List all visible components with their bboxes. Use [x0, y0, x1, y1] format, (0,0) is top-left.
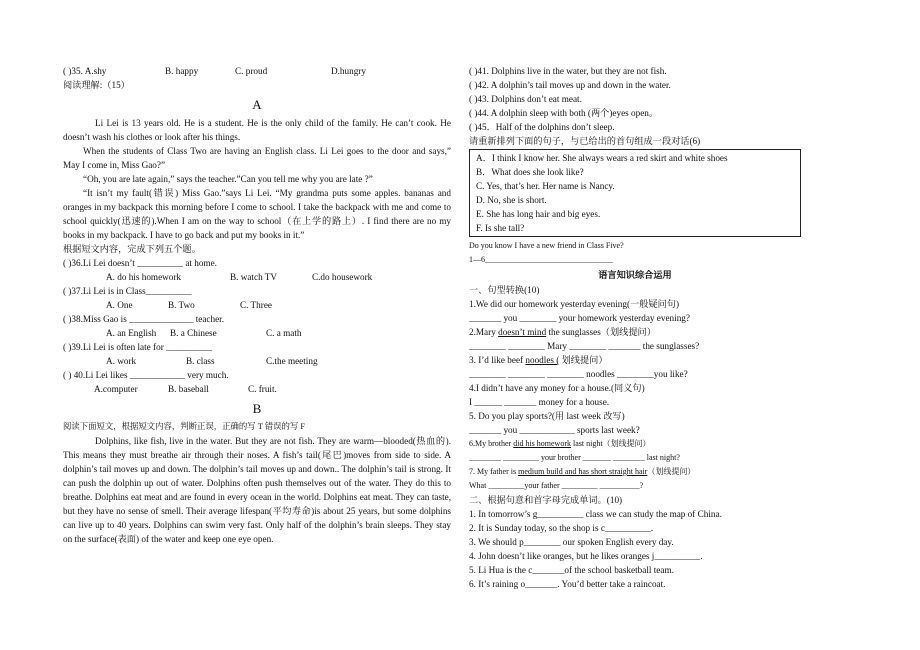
question-35 — [63, 64, 451, 78]
p1-q7-end: （划线提问） — [647, 467, 696, 476]
instruction-a: 根据短文内容，完成下列五个题。 — [63, 244, 201, 254]
passage-a-p1: Li Lei is 13 years old. He is a student. He is the only child of the family. He can’t cook. He doesn’t wash his clothes or look after his things. — [63, 118, 451, 142]
question-37 — [63, 284, 451, 312]
passage-b: Dolphins, like fish, live in the water. But they are not fish. They are warm—blooded(热血的). This means they must breathe air through their noses. A fish’s tail(尾巴)moves from side to side. A dolphin’s tail moves up and down. The dolphin’s tail moves up and down.. The dolphin’s tail is strong. It can push the dolphin up out of water. Dolphins often push themselves out of the water. They do this to breathe. Dolphins eat meat and are found in every ocean in the world. Dolphins eat meat. They can taste, but they have no sense of smell. Their average lifespan(平均寿命)is about 25 years, but some dolphins can live up to 40 years. Dolphins can swim very fast. Only half of the dolphin’s brain sleeps. They stay on the surface(表面) of the water and keep one eye open. — [63, 436, 451, 544]
p1-q6-start: 6.My brother — [469, 439, 514, 448]
p1-q3 — [469, 353, 801, 367]
dialog-options-box — [469, 149, 801, 237]
part2-heading: 二、根据句意和首字母完成单词。(10) — [469, 495, 623, 505]
q39-option-a: A. work — [106, 356, 137, 366]
left-column — [63, 64, 451, 546]
p2-q1: 1. In tomorrow’s g__________ class we can study the map of China. — [469, 509, 722, 519]
dialog-order-blank: 1—6________________________________ — [469, 255, 613, 264]
p1-q2 — [469, 325, 801, 339]
reading-header: 阅读理解:（15） — [63, 80, 130, 90]
q37-option-c: C. Three — [240, 300, 272, 310]
q35-option-d: D.hungry — [331, 66, 366, 76]
q38-option-a: A. an English — [106, 328, 157, 338]
p1-q4: 4.I didn’t have any money for a house.(同义句) — [469, 383, 645, 393]
tf-question-43: ( )43. Dolphins don’t eat meat. — [469, 94, 582, 104]
q36-option-a: A. do his homework — [106, 272, 182, 282]
q38-options — [63, 326, 451, 340]
p1-q5-answer: _______ you ____________ sports last week? — [469, 425, 640, 435]
dialog-first-line: Do you know I have a new friend in Class Five? — [469, 241, 624, 250]
q39-option-c: C.the meeting — [266, 356, 318, 366]
q36-option-b: B. watch TV — [230, 272, 278, 282]
p2-q4: 4. John doesn’t like oranges, but he likes oranges j__________. — [469, 551, 703, 561]
p2-q2: 2. It is Sunday today, so the shop is c__________. — [469, 523, 654, 533]
tf-question-44: ( )44. A dolphin sleep with both (两个)eyes open。 — [469, 108, 659, 118]
p1-q7-underlined: medium build and has short straight hair — [518, 467, 648, 476]
instruction-b: 阅读下面短文，根据短文内容，判断正误，正确的写 T 错误的写 F — [63, 422, 306, 431]
q37-option-b: B. Two — [168, 300, 195, 310]
passage-a-p3: “Oh, you are late again,” says the teacher.”Can you tell me why you are late ?” — [83, 174, 373, 184]
dialog-option-d: D. No, she is short. — [476, 195, 547, 205]
p1-q4-answer: I ______ _______ money for a house. — [469, 397, 610, 407]
p1-q2-end: the sunglasses（划线提问） — [546, 327, 656, 337]
question-36 — [63, 256, 451, 284]
p1-q7 — [469, 465, 801, 479]
q39-option-b: B. class — [186, 356, 215, 366]
p1-q6-end: last night（划线提问） — [571, 439, 651, 448]
p1-q1-answer: _______ you ________ your homework yesterday evening? — [469, 313, 690, 323]
q35-option-c: C. proud — [235, 66, 268, 76]
p2-q5: 5. Li Hua is the c_______of the school basketball team. — [469, 565, 674, 575]
q37-options — [63, 298, 451, 312]
q38-option-c: C. a math — [266, 328, 302, 338]
p1-q5: 5. Do you play sports?(用 last week 改写) — [469, 411, 625, 421]
p1-q7-start: 7. My father is — [469, 467, 519, 476]
dialog-option-a: A．I think I know her. She always wears a red skirt and white shoes — [476, 153, 728, 163]
q40-option-a: A.computer — [94, 384, 138, 394]
tf-question-45: ( )45．Half of the dolphins don’t sleep. — [469, 122, 615, 132]
p1-q2-start: 2.Mary — [469, 327, 499, 337]
p1-q1: 1.We did our homework yesterday evening(一般疑问句) — [469, 299, 680, 309]
dialog-option-b: B．What does she look like? — [476, 167, 584, 177]
section-b-title: B — [252, 401, 262, 416]
right-column — [469, 64, 801, 591]
p1-q6-answer: ________ _________ your brother _______ ________ last night? — [469, 453, 680, 462]
q40-options — [63, 382, 451, 396]
q35-option-b: B. happy — [165, 66, 199, 76]
section-a-title: A — [252, 97, 262, 112]
p2-q3: 3. We should p________ our spoken English every day. — [469, 537, 674, 547]
p1-q6 — [469, 437, 801, 451]
q35-stem: ( )35. A.shy — [63, 66, 107, 76]
q38-option-b: B. a Chinese — [170, 328, 217, 338]
p1-q3-underlined: noodles ( — [525, 355, 560, 365]
question-39 — [63, 340, 451, 368]
passage-a-p2: When the students of Class Two are having an English class. Li Lei goes to the door and says,” May I come in, Miss Gao?” — [63, 146, 451, 170]
p1-q6-underlined: did his homework — [513, 439, 571, 448]
dialog-option-e: E. She has long hair and big eyes. — [476, 209, 601, 219]
passage-a-p4: “It isn’t my fault(错误) Miss Gao.”says Li Lei. “My grandma puts some apples. bananas and oranges in my backpack this morning before I come to school. I take the backpack with me and come to school quickly(迅速的).When I am on the way to school（在上学的路上）. I find there are no my books in my backpack. I have to go back and put my books in it.” — [63, 188, 451, 240]
p2-q6: 6. It’s raining o_______. You’d better take a raincoat. — [469, 579, 666, 589]
q40-option-b: B. baseball — [168, 384, 209, 394]
q36-options — [63, 270, 451, 284]
p1-q2-answer: ________ ________ Mary ________ _______ the sunglasses? — [469, 341, 700, 351]
q37-option-a: A. One — [106, 300, 133, 310]
dialog-instruction: 请重新排列下面的句子，与已给出的首句组成一段对话(6) — [469, 136, 701, 146]
q40-option-c: C. fruit. — [248, 384, 277, 394]
dialog-option-f: F. Is she tall? — [476, 223, 525, 233]
question-40 — [63, 368, 451, 396]
q36-stem: ( )36.Li Lei doesn’t __________ at home. — [63, 258, 217, 268]
q38-stem: ( )38.Miss Gao is ______________ teacher. — [63, 314, 225, 324]
p1-q3-end: 划线提问） — [559, 355, 608, 365]
q40-stem: ( ) 40.Li Lei likes ____________ very much. — [63, 370, 229, 380]
dialog-option-c: C. Yes, that’s her. Her name is Nancy. — [476, 181, 615, 191]
p1-q2-underlined: doesn’t mind — [498, 327, 547, 337]
language-section-title: 语言知识综合运用 — [598, 270, 672, 280]
part1-heading: 一、句型转换(10) — [469, 285, 540, 295]
question-38 — [63, 312, 451, 340]
q39-options — [63, 354, 451, 368]
tf-question-42: ( )42. A dolphin’s tail moves up and down in the water. — [469, 80, 671, 90]
p1-q3-start: 3. I’d like beef — [469, 355, 526, 365]
tf-question-41: ( )41. Dolphins live in the water, but they are not fish. — [469, 66, 667, 76]
q36-option-c: C.do housework — [312, 272, 373, 282]
q39-stem: ( )39.Li Lei is often late for __________ — [63, 342, 213, 352]
q37-stem: ( )37.Li Lei is in Class__________ — [63, 286, 192, 296]
p1-q7-answer: What _________your father _________ __________? — [469, 481, 644, 490]
p1-q3-answer: ________ ________ ________ noodles ________you like? — [469, 369, 688, 379]
